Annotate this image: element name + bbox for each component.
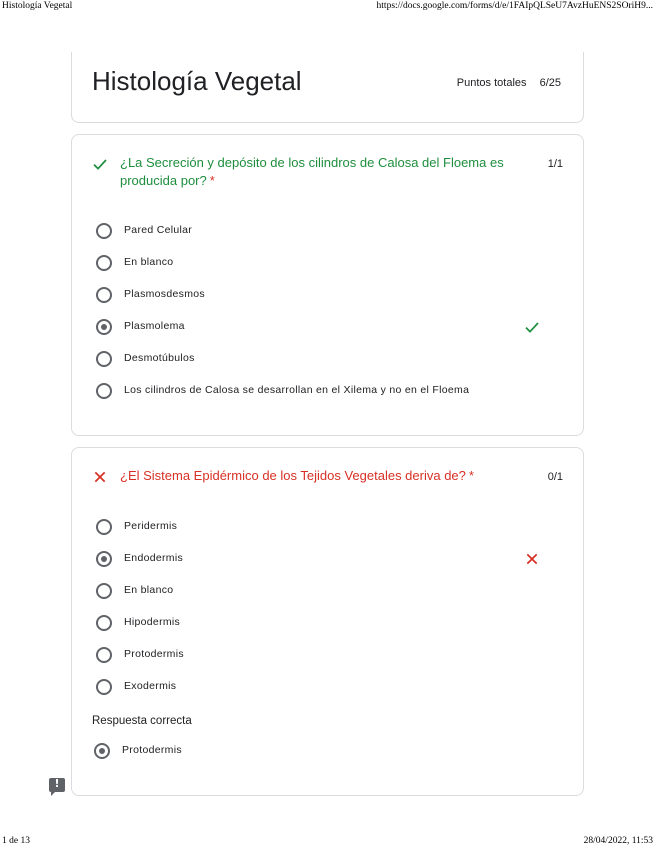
question-text: ¿La Secreción y depósito de los cilindros de Calosa del Floema es producida por? * xyxy=(120,155,504,188)
option-cilindros-xilema[interactable] xyxy=(96,383,566,401)
total-points-value: 6/25 xyxy=(539,77,561,89)
option-label: En blanco xyxy=(124,584,174,596)
question-score: 1/1 xyxy=(547,158,563,170)
print-footer xyxy=(0,835,655,848)
required-mark: * xyxy=(468,468,474,483)
form-title: Histología Vegetal xyxy=(92,66,302,96)
option-plasmosdesmos[interactable] xyxy=(96,287,566,305)
option-label: Exodermis xyxy=(124,680,177,692)
question-score: 0/1 xyxy=(547,471,563,483)
correct-answer-text: Protodermis xyxy=(122,744,182,756)
radio-button-selected[interactable] xyxy=(96,551,112,567)
report-feedback-icon[interactable] xyxy=(49,778,65,792)
option-label: Protodermis xyxy=(124,648,184,660)
question-text: ¿El Sistema Epidérmico de los Tejidos Vegetales deriva de? * xyxy=(120,468,474,483)
print-datetime: 28/04/2022, 11:53 xyxy=(583,836,653,846)
print-header-title: Histología Vegetal xyxy=(2,1,73,11)
radio-button-selected[interactable] xyxy=(96,319,112,335)
radio-button[interactable] xyxy=(96,287,112,303)
option-label: Peridermis xyxy=(124,520,178,532)
option-label: Plasmosdesmos xyxy=(124,288,205,300)
cross-icon xyxy=(524,551,540,567)
correct-answer-option xyxy=(94,743,564,761)
option-hipodermis[interactable] xyxy=(96,615,566,633)
correct-answer-label: Respuesta correcta xyxy=(92,715,192,727)
option-peridermis[interactable] xyxy=(96,519,566,537)
page-number: 1 de 13 xyxy=(2,836,30,846)
radio-button[interactable] xyxy=(96,615,112,631)
option-pared-celular[interactable] xyxy=(96,223,566,241)
option-en-blanco[interactable] xyxy=(96,583,566,601)
required-mark: * xyxy=(209,173,215,188)
check-icon xyxy=(524,319,540,335)
option-endodermis[interactable] xyxy=(96,551,566,569)
radio-button[interactable] xyxy=(96,383,112,399)
option-label: Desmotúbulos xyxy=(124,352,195,364)
radio-button[interactable] xyxy=(96,647,112,663)
radio-button[interactable] xyxy=(96,679,112,695)
radio-button[interactable] xyxy=(96,223,112,239)
option-label: Endodermis xyxy=(124,552,184,564)
option-desmotubulos[interactable] xyxy=(96,351,566,369)
total-points-label: Puntos totales xyxy=(456,77,527,89)
option-protodermis[interactable] xyxy=(96,647,566,665)
radio-button[interactable] xyxy=(96,519,112,535)
cross-icon xyxy=(92,469,108,485)
print-header xyxy=(0,0,655,14)
option-label: En blanco xyxy=(124,256,174,268)
radio-button-selected xyxy=(94,743,110,759)
option-label: Pared Celular xyxy=(124,224,193,236)
print-header-url: https://docs.google.com/forms/d/e/1FAIpQLSeU7AvzHuENS2SOriH9... xyxy=(376,1,653,11)
option-en-blanco[interactable] xyxy=(96,255,566,273)
question-card-1 xyxy=(71,134,584,436)
total-points xyxy=(457,77,561,89)
option-exodermis[interactable] xyxy=(96,679,566,697)
radio-button[interactable] xyxy=(96,351,112,367)
option-plasmolema[interactable] xyxy=(96,319,566,337)
check-icon xyxy=(92,156,108,172)
option-label: Hipodermis xyxy=(124,616,181,628)
option-label: Plasmolema xyxy=(124,320,185,332)
radio-button[interactable] xyxy=(96,255,112,271)
form-title-card xyxy=(71,52,584,123)
option-label: Los cilindros de Calosa se desarrollan en el Xilema y no en el Floema xyxy=(124,384,470,396)
question-card-2 xyxy=(71,447,584,796)
radio-button[interactable] xyxy=(96,583,112,599)
